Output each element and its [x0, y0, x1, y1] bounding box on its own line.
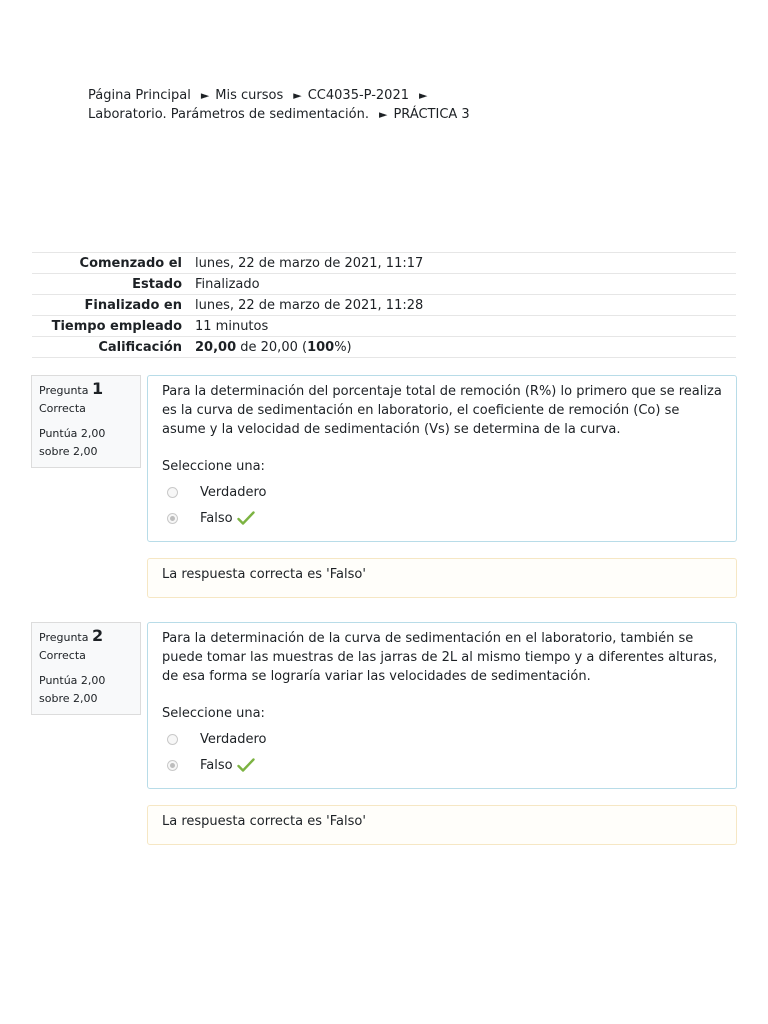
answer-label: Falso	[200, 510, 233, 526]
question-state: Correcta	[39, 649, 86, 662]
radio-button-selected[interactable]	[167, 513, 178, 524]
summary-value: lunes, 22 de marzo de 2021, 11:28	[195, 297, 424, 313]
summary-row-grade	[32, 337, 736, 358]
question-text: Para la determinación de la curva de sedimentación en el laboratorio, también se puede tomar las muestras de las jarras de 2L al mismo tiempo y a diferentes alturas, de esa forma se lograría variar las velocidades de sedimentación.	[162, 631, 718, 684]
question-number: 2	[91, 626, 104, 645]
summary-row-state	[32, 274, 736, 295]
answer-label: Verdadero	[200, 484, 267, 500]
answer-option-falso[interactable]	[162, 752, 722, 778]
summary-value: 11 minutos	[195, 318, 269, 334]
question-content-1	[147, 375, 737, 542]
radio-button-selected[interactable]	[167, 760, 178, 771]
breadcrumb-item-my-courses[interactable]: Mis cursos	[215, 88, 284, 103]
grade-middle: de 20,00 (	[236, 339, 308, 355]
question-label: Pregunta	[39, 384, 89, 397]
summary-label: Estado	[132, 276, 182, 292]
question-prompt: Seleccione una:	[162, 459, 265, 474]
question-text: Para la determinación del porcentaje total de remoción (R%) lo primero que se realiza es la curva de sedimentación en laboratorio, el coeficiente de remoción (Co) se asume y la velocidad de sedimentación (Vs) se determina de la curva.	[162, 384, 722, 437]
grade-percent: 100	[307, 339, 335, 355]
breadcrumb-separator-icon: ►	[379, 108, 388, 121]
question-content-2	[147, 622, 737, 789]
question-feedback-2	[147, 805, 737, 845]
question-info-2	[31, 622, 141, 715]
question-info-1	[31, 375, 141, 468]
question-feedback-1	[147, 558, 737, 598]
summary-label: Comenzado el	[79, 255, 182, 271]
summary-label: Calificación	[98, 339, 182, 355]
summary-row-started	[32, 253, 736, 274]
answer-label: Falso	[200, 757, 233, 773]
radio-button[interactable]	[167, 487, 178, 498]
question-grade: Puntúa 2,00 sobre 2,00	[39, 427, 106, 458]
summary-value: Finalizado	[195, 276, 260, 292]
summary-value: lunes, 22 de marzo de 2021, 11:17	[195, 255, 424, 271]
answer-option-verdadero[interactable]	[162, 479, 722, 505]
summary-row-time-taken	[32, 316, 736, 337]
question-prompt: Seleccione una:	[162, 706, 265, 721]
check-icon	[237, 510, 255, 526]
question-number: 1	[91, 379, 104, 398]
breadcrumb-item-quiz[interactable]: PRÁCTICA 3	[393, 107, 470, 122]
question-state: Correcta	[39, 402, 86, 415]
answer-option-verdadero[interactable]	[162, 726, 722, 752]
breadcrumb-item-section[interactable]: Laboratorio. Parámetros de sedimentación.	[88, 107, 369, 122]
feedback-text: La respuesta correcta es 'Falso'	[162, 814, 366, 829]
summary-label: Finalizado en	[84, 297, 182, 313]
breadcrumb-item-home[interactable]: Página Principal	[88, 88, 191, 103]
answer-option-falso[interactable]	[162, 505, 722, 531]
breadcrumb-item-course[interactable]: CC4035-P-2021	[307, 88, 409, 103]
answer-label: Verdadero	[200, 731, 267, 747]
summary-row-completed	[32, 295, 736, 316]
grade-score: 20,00	[195, 339, 237, 355]
grade-end: %)	[334, 339, 352, 355]
breadcrumb-separator-icon: ►	[293, 89, 302, 102]
question-label: Pregunta	[39, 631, 89, 644]
check-icon	[237, 757, 255, 773]
breadcrumb-separator-icon: ►	[200, 89, 210, 102]
question-grade: Puntúa 2,00 sobre 2,00	[39, 674, 106, 705]
feedback-text: La respuesta correcta es 'Falso'	[162, 567, 366, 582]
breadcrumb	[88, 86, 688, 124]
summary-value	[189, 337, 736, 358]
attempt-summary-table	[32, 252, 736, 358]
radio-button[interactable]	[167, 734, 178, 745]
summary-label: Tiempo empleado	[51, 318, 182, 334]
breadcrumb-separator-icon: ►	[419, 89, 428, 102]
